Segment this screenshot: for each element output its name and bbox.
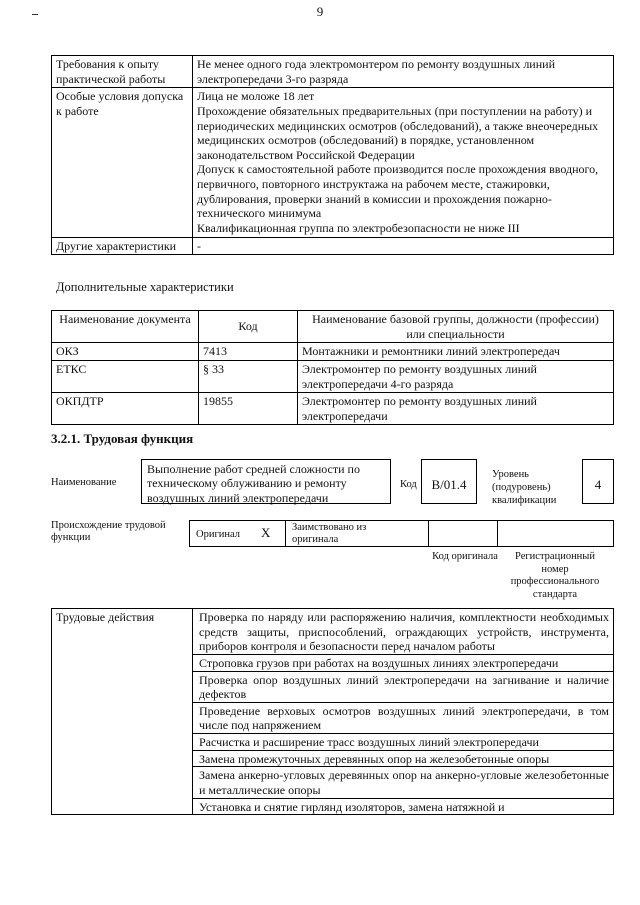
- borrowed-cell: [285, 520, 429, 547]
- action-item: Замена промежуточных деревянных опор на железобетонные опоры: [193, 750, 614, 767]
- req-label: Требования к опыту практической работы: [52, 56, 193, 88]
- column-header: Наименование документа: [52, 311, 199, 343]
- table-row: [52, 360, 614, 392]
- table-row: [52, 609, 614, 655]
- req-label: Особые условия допуска к работе: [52, 88, 193, 237]
- borrowed-label: Заимствовано из оригинала: [292, 522, 367, 546]
- req-line: Квалификационная группа по электробезопасности не ниже III: [197, 220, 520, 235]
- action-item: Установка и снятие гирлянд изоляторов, замена натяжной и: [193, 798, 614, 815]
- action-item: Замена анкерно-угловых деревянных опор на анкерно-угловые железобетонные и металлические опоры: [193, 767, 614, 798]
- original-label: Оригинал: [196, 529, 240, 540]
- table-cell: 7413: [199, 343, 298, 361]
- qualification-level-value: 4: [582, 459, 614, 504]
- table-cell: Электромонтер по ремонту воздушных линий электропередачи 4-го разряда: [298, 360, 614, 392]
- level-label-line: Уровень: [492, 469, 529, 480]
- page-number: 9: [316, 4, 324, 19]
- actions-label: Трудовые действия: [52, 609, 193, 815]
- req-value: [193, 56, 614, 88]
- requirements-table: [51, 55, 614, 255]
- table-cell: Электромонтер по ремонту воздушных линий электропередачи: [298, 393, 614, 425]
- original-mark: X: [261, 525, 271, 540]
- function-name-value: Выполнение работ средней сложности по техническому облуживанию и ремонту воздушных линий электропередачи: [141, 459, 391, 504]
- table-cell: ЕТКС: [52, 360, 199, 392]
- table-cell: ОКПДТР: [52, 393, 199, 425]
- function-origin-label: Происхождение трудовой функции: [51, 520, 166, 544]
- table-row: [52, 343, 614, 361]
- original-cell: [189, 520, 286, 547]
- table-row: [52, 237, 614, 255]
- section-title: 3.2.1. Трудовая функция: [51, 431, 194, 446]
- reg-number-label: Регистрационный номер профессионального стандарта: [510, 551, 600, 600]
- level-label-line: квалификации: [492, 495, 557, 507]
- reg-number-cell: [497, 520, 614, 547]
- table-cell: ОКЗ: [52, 343, 199, 361]
- table-cell: 19855: [199, 393, 298, 425]
- labor-actions-table: [51, 608, 614, 815]
- table-row: [52, 88, 614, 237]
- action-item: Расчистка и расширение трасс воздушных линий электропередачи: [193, 734, 614, 751]
- level-label-line: (подуровень): [492, 482, 551, 494]
- table-row: [52, 393, 614, 425]
- origin-row: [189, 520, 614, 547]
- req-line: Допуск к самостоятельной работе производится после прохождения вводного, первичного, повторного инструктажа на рабочем месте, стажировки, дублирования, проверки знаний в комиссии и прохождения пожарно-технического минимума: [197, 162, 599, 221]
- action-item: Проведение верховых осмотров воздушных линий электропередачи, в том числе под напряжением: [193, 702, 614, 733]
- table-row: [52, 56, 614, 88]
- column-header: Код: [199, 311, 298, 343]
- action-item: Проверка опор воздушных линий электропередачи на загнивание и наличие дефектов: [193, 671, 614, 702]
- table-cell: Монтажники и ремонтники линий электропередач: [298, 343, 614, 361]
- req-line: Не менее одного года электромонтером по ремонту воздушных линий электропередачи 3-го разряда: [197, 57, 555, 86]
- code-original-cell: [428, 520, 498, 547]
- qualification-level-label: [492, 468, 556, 507]
- req-line: Прохождение обязательных предварительных (при поступлении на работу) и периодических медицинских осмотров (обследований), а также внеочередных медицинских осмотров (обследований) в порядке, установленном законодательством Российской Федерации: [197, 103, 599, 162]
- function-code-label: Код: [400, 479, 417, 490]
- code-original-label: Код оригинала: [432, 551, 498, 562]
- req-line: -: [197, 238, 201, 253]
- table-cell: § 33: [199, 360, 298, 392]
- column-header: Наименование базовой группы, должности (профессии) или специальности: [298, 311, 614, 343]
- req-label: Другие характеристики: [52, 237, 193, 255]
- action-item: Проверка по наряду или распоряжению наличия, комплектности необходимых средств защиты, приспособлений, ограждающих устройств, инструмента, приборов контроля и безопасности перед началом работы: [193, 609, 614, 655]
- req-line: Лица не моложе 18 лет: [197, 89, 315, 104]
- function-name-label: Наименование: [51, 477, 117, 488]
- table-header-row: [52, 311, 614, 343]
- function-code-value: В/01.4: [421, 459, 477, 504]
- req-value: [193, 237, 614, 255]
- req-value: [193, 88, 614, 237]
- extra-characteristics-caption: Дополнительные характеристики: [56, 280, 234, 294]
- action-item: Строповка грузов при работах на воздушных линиях электропередачи: [193, 654, 614, 671]
- extra-characteristics-table: [51, 310, 614, 425]
